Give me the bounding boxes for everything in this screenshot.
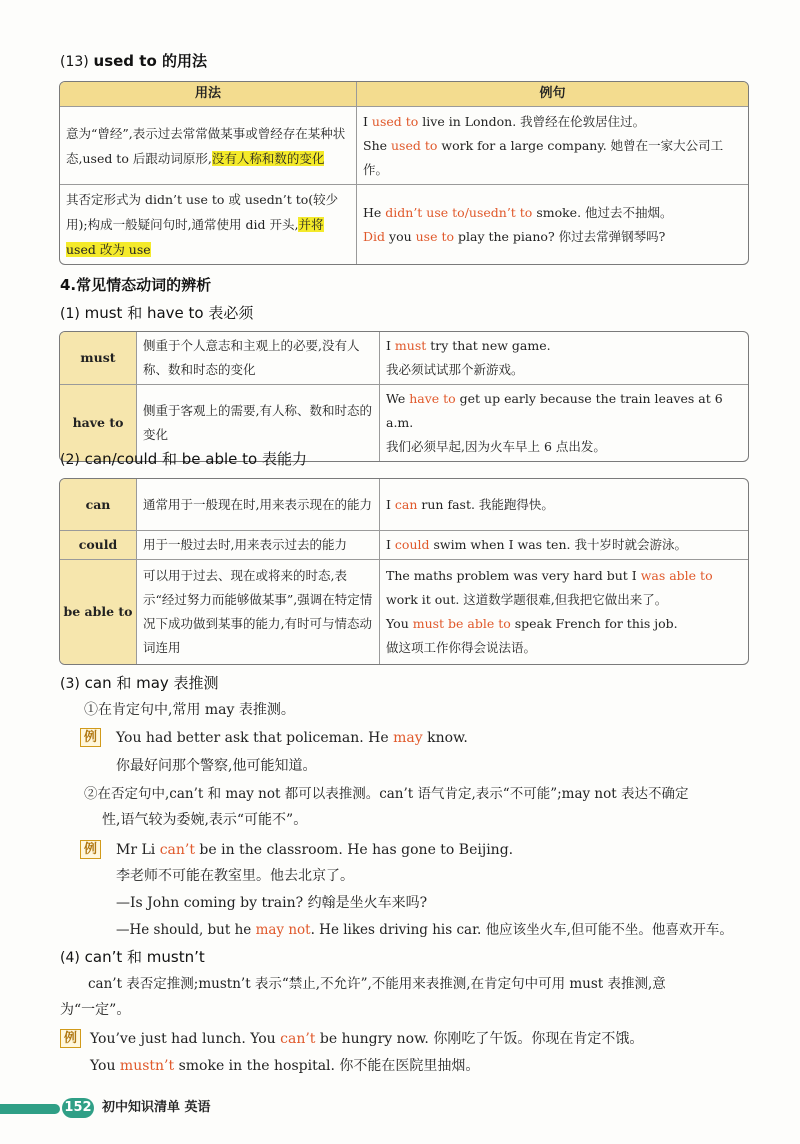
page-number: 152 bbox=[62, 1098, 94, 1118]
subsection-title: can’t 和 mustn’t bbox=[84, 948, 205, 966]
section-heading-used-to bbox=[60, 50, 207, 71]
example-sentence: She used to work for a large company. 她曾在一家大公司工作。 bbox=[363, 137, 724, 177]
row-label: can bbox=[60, 479, 137, 531]
subsection-heading-can-could: (2) can/could 和 be able to 表能力 bbox=[60, 450, 308, 468]
rule-line: ②在否定句中,can’t 和 may not 都可以表推测。can’t 语气肯定,表示“不可能”;may not 表达不确定 bbox=[84, 786, 689, 802]
example-cell bbox=[357, 185, 748, 264]
footer-accent-bar bbox=[0, 1104, 60, 1114]
table-header-example: 例句 bbox=[357, 82, 748, 107]
rule-line: 为“一定”。 bbox=[60, 1002, 131, 1018]
rule-line: ①在肯定句中,常用 may 表推测。 bbox=[84, 702, 295, 718]
table-header-usage: 用法 bbox=[60, 82, 357, 107]
description-cell: 侧重于个人意志和主观上的必要,没有人称、数和时态的变化 bbox=[137, 332, 380, 385]
row-label: must bbox=[60, 332, 137, 385]
subsection-title: must 和 have to 表必须 bbox=[84, 304, 254, 322]
must-have-to-table bbox=[59, 331, 749, 462]
example-sentence: —Is John coming by train? 约翰是坐火车来吗? bbox=[116, 895, 428, 911]
description-cell: 侧重于客观上的需要,有人称、数和时态的变化 bbox=[137, 385, 380, 461]
subsection-heading-cant-mustnt: (4) can’t 和 mustn’t bbox=[60, 948, 205, 966]
example-cell: I could swim when I was ten. 我十岁时就会游泳。 bbox=[380, 531, 748, 560]
example-translation: 你最好问那个警察,他可能知道。 bbox=[116, 758, 317, 774]
section-heading-modal-verbs bbox=[60, 274, 211, 295]
page-footer bbox=[0, 1098, 800, 1118]
example-tag: 例 bbox=[80, 840, 101, 859]
footer-title: 初中知识清单 英语 bbox=[102, 1100, 211, 1115]
subsection-title: can/could 和 be able to 表能力 bbox=[84, 450, 308, 468]
subsection-heading-must-have-to: (1) must 和 have to 表必须 bbox=[60, 304, 254, 322]
used-to-table bbox=[59, 81, 749, 265]
subsection-title: can 和 may 表推测 bbox=[84, 674, 219, 692]
rule-line: can’t 表否定推测;mustn’t 表示“禁止,不允许”,不能用来表推测,在肯定句中可用 must 表推测,意 bbox=[88, 976, 666, 992]
section-title: used to 的用法 bbox=[93, 52, 207, 70]
ability-table bbox=[59, 478, 749, 665]
example-sentence: You mustn’t smoke in the hospital. 你不能在医院里抽烟。 bbox=[90, 1058, 480, 1074]
highlight: 没有人称和数的变化 bbox=[211, 150, 325, 166]
example-sentence: He didn’t use to/usedn’t to smoke. 他过去不抽烟。 bbox=[363, 204, 673, 220]
section-number: (13) bbox=[60, 54, 89, 70]
example-sentence: Mr Li can’t be in the classroom. He has gone to Beijing. bbox=[116, 842, 514, 858]
row-label: could bbox=[60, 531, 137, 560]
example-sentence: —He should, but he may not. He likes driving his car. 他应该坐火车,但可能不坐。他喜欢开车。 bbox=[116, 922, 733, 938]
example-translation: 李老师不可能在教室里。他去北京了。 bbox=[116, 868, 354, 884]
example-sentence: You had better ask that policeman. He may know. bbox=[116, 730, 468, 746]
row-label: have to bbox=[60, 385, 137, 461]
example-sentence: Did you use to play the piano? 你过去常弹钢琴吗? bbox=[363, 228, 666, 244]
rule-line: 性,语气较为委婉,表示“可能不”。 bbox=[102, 812, 308, 828]
highlight: 并将 used 改为 use bbox=[66, 217, 324, 257]
example-cell: I must try that new game. 我必须试试那个新游戏。 bbox=[380, 332, 748, 385]
example-tag: 例 bbox=[80, 728, 101, 747]
example-sentence: You’ve just had lunch. You can’t be hungry now. 你刚吃了午饭。你现在肯定不饿。 bbox=[90, 1031, 644, 1047]
example-cell: The maths problem was very hard but I was able to work it out. 这道数学题很难,但我把它做出来了。 You must be able to speak French for this job. 做这项工作你得会说法语。 bbox=[386, 568, 713, 655]
example-cell: I can run fast. 我能跑得快。 bbox=[380, 479, 748, 531]
usage-cell: 意为“曾经”,表示过去常常做某事或曾经存在某种状态,used to 后跟动词原形,没有人称和数的变化 bbox=[60, 107, 357, 185]
description-cell: 通常用于一般现在时,用来表示现在的能力 bbox=[137, 479, 380, 531]
example-sentence: I used to live in London. 我曾经在伦敦居住过。 bbox=[363, 113, 646, 129]
example-tag: 例 bbox=[60, 1029, 81, 1048]
example-cell: We have to get up early because the train leaves at 6 a.m. 我们必须早起,因为火车早上 6 点出发。 bbox=[386, 391, 723, 454]
subsection-heading-can-may: (3) can 和 may 表推测 bbox=[60, 674, 219, 692]
row-label: be able to bbox=[60, 560, 137, 664]
description-cell: 可以用于过去、现在或将来的时态,表示“经过努力而能够做某事”,强调在特定情况下成功做到某事的能力,有时可与情态动词连用 bbox=[137, 560, 380, 664]
example-cell bbox=[357, 107, 748, 185]
description-cell: 用于一般过去时,用来表示过去的能力 bbox=[137, 531, 380, 560]
section-title: 4.常见情态动词的辨析 bbox=[60, 276, 212, 294]
usage-cell: 其否定形式为 didn’t use to 或 usedn’t to(较少用);构成一般疑问句时,通常使用 did 开头,并将 used 改为 use bbox=[60, 185, 357, 264]
